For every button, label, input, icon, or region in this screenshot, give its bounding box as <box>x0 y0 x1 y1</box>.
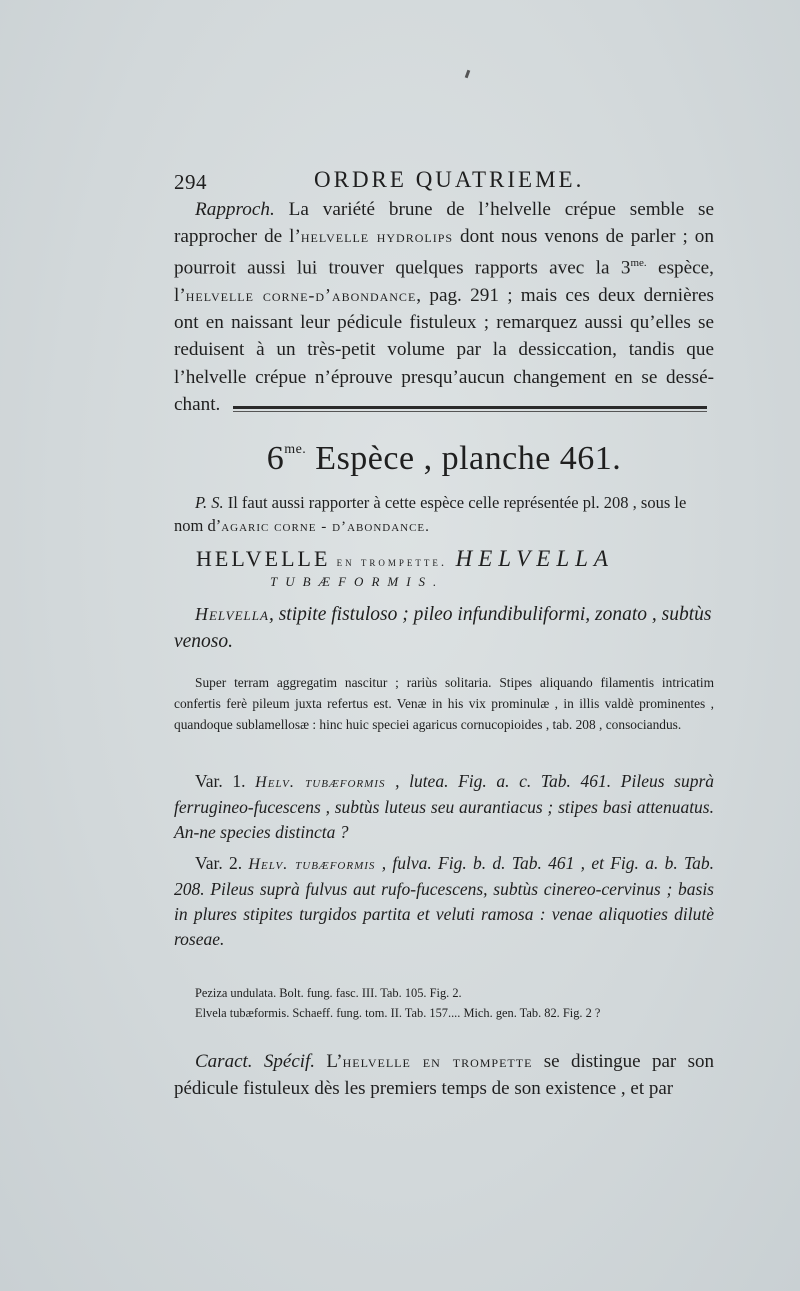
section-divider-thick <box>233 406 707 409</box>
corne-abondance-ref: helvelle corne-d’abondance <box>185 285 417 305</box>
rapprochement-paragraph: Rapproch. La variété brune de l’helvelle crépue semble se rapprocher de l’helvelle hydrolips dont nous venons de parler ; on pourroit aussi lui trouver quelques rapports avec la $3^{me.}$ espèce, l’helvelle corne-d’abondance, pag. 291 ; mais ces deux dernières ont en naissant leur pédicule fistuleux ; remarquez aussi qu’elles se reduisent à un très-petit volume par la dessiccation, tandis que l’helvelle crépue n’éprouve presqu’aucun changement en se dessé-chant. <box>174 199 714 415</box>
ps-note: P. S. Il faut aussi rapporter à cette espèce celle représentée pl. 208 , sous le nom d’agaric corne - d’abondance. <box>174 493 687 535</box>
genus-qualifier: en trompette. <box>330 554 448 569</box>
variety-1: Var. 1. Helv. tubæformis , lutea. Fig. a. c. Tab. 461. Pileus suprà ferrugineo-fucescens , subtùs luteus seu aurantiacus ; stipes basi attenuatus. An-ne species distincta ? <box>174 771 715 842</box>
helvelle-hydrolips-ref: helvelle hydrolips <box>300 226 454 247</box>
latin-diagnosis: Helvella, stipite fistuloso ; pileo infundibuliformi, zonato , subtùs venoso. <box>174 604 712 652</box>
species-latin-name: TUBÆFORMIS. <box>270 574 445 589</box>
helvelle-trompette-ref: helvelle en trompette <box>342 1051 533 1071</box>
diagnosis-genus: Helvella <box>195 604 269 624</box>
latin-description: Super terram aggregatim nascitur ; rariùs solitaria. Stipes aliquando filamentis intricatim confertis ferè pileum juxta refertus est. Venæ in his vix prominulæ , in illis valdè prominentes , quandoque sublamellosæ : hinc huic speciei agaricus cornucopioides , tab. 208 , consociandus. <box>174 675 714 732</box>
species-heading: $6^{me.}$ Espèce , planche 461. <box>266 440 622 477</box>
synonym-elvela: Elvela tubæformis. Schaeff. fung. tom. II. Tab. 157.... Mich. gen. Tab. 82. Fig. 2 ? <box>195 1006 601 1020</box>
rapproch-label: Rapproch. <box>195 199 275 220</box>
section-divider-thin <box>233 411 707 412</box>
page-number: 294 <box>174 170 207 194</box>
caract-specif-paragraph: Caract. Spécif. L’helvelle en trompette se distingue par son pédicule fistuleux dès les premiers temps de son existence , et par <box>174 1051 714 1099</box>
genus-title <box>196 546 716 572</box>
caract-label: Caract. Spécif. <box>195 1051 316 1072</box>
synonym-peziza: Peziza undulata. Bolt. fung. fasc. III. Tab. 105. Fig. 2. <box>195 986 462 1000</box>
running-title: ORDRE QUATRIEME. <box>314 167 585 192</box>
agaric-ref: agaric corne - d’abondance. <box>221 518 430 535</box>
ink-mark <box>465 70 471 79</box>
genus-french-name: HELVELLE <box>196 546 331 571</box>
variety-2: Var. 2. Helv. tubæformis , fulva. Fig. b. d. Tab. 461 , et Fig. a. b. Tab. 208. Pileus suprà fulvus aut rufo-fucescens, subtùs cinereo-cervinus ; basis in plures stipites turgidos partita et veluti ramosa : venae aliquoties dilutè roseae. <box>174 853 715 949</box>
ps-label: P. S. <box>195 493 224 512</box>
genus-latin-name: HELVELLA <box>455 546 614 571</box>
